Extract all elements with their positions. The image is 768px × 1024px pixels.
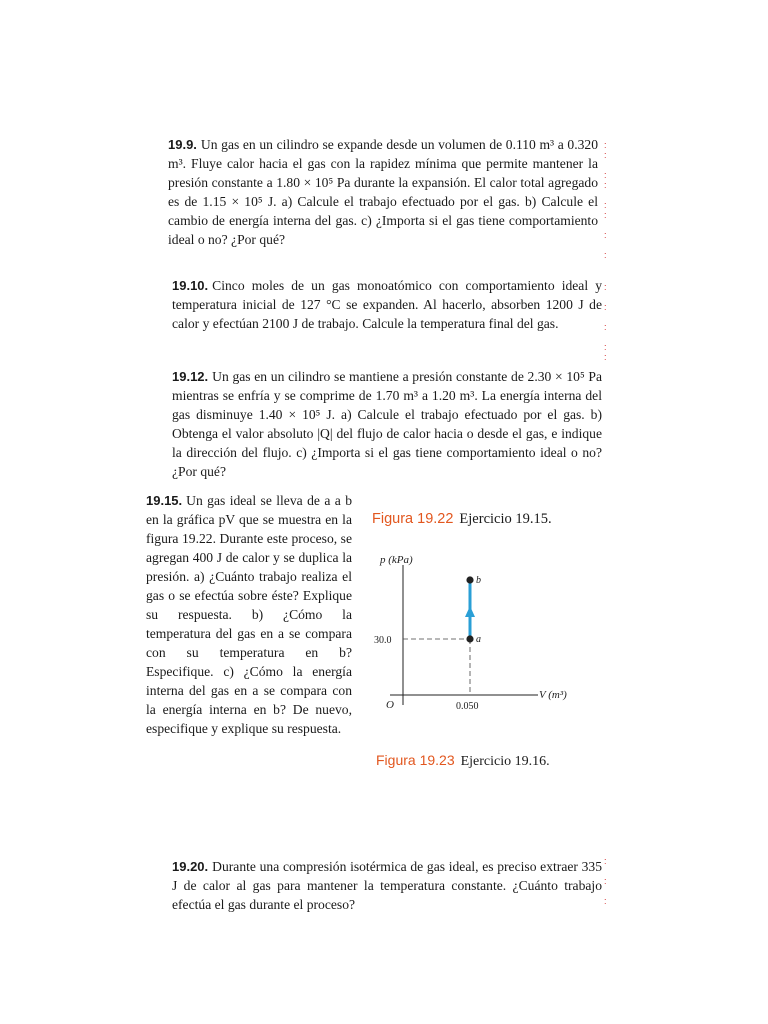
edge-mark: : : : (604, 856, 607, 906)
y-axis-label: p (kPa) (380, 554, 413, 566)
problem-number: 19.15. (146, 493, 183, 508)
problem-19-12 (172, 367, 602, 481)
problem-number: 19.10. (172, 278, 209, 293)
problem-19-9 (168, 135, 598, 249)
problem-text: Un gas en un cilindro se mantiene a presión constante de 2.30 × 10⁵ Pa mientras se enfría y se comprime de 1.70 m³ a 1.20 m³. La energía interna del gas disminuye 1.40 × 10⁵ J. a) Calcule el trabajo efectuado por el gas. b) Obtenga el valor absoluto |Q| del flujo de calor hacia o desde el gas, e indique la dirección del flujo. c) ¿Importa si el gas tiene comportamiento ideal o no? ¿Por qué? (172, 369, 602, 479)
figure-caption-text: Ejercicio 19.15. (459, 511, 552, 527)
problem-19-10 (172, 276, 602, 333)
figure-label: Figura 19.22 (372, 511, 454, 527)
problem-number: 19.9. (168, 137, 197, 152)
problem-number: 19.20. (172, 859, 209, 874)
process-arrow (465, 606, 475, 617)
y-tick-label: 30.0 (374, 635, 392, 646)
origin-label: O (386, 699, 394, 711)
problem-text: Durante una compresión isotérmica de gas ideal, es preciso extraer 335 J de calor al gas para mantener la temperatura constante. ¿Cuánto trabajo efectúa el gas durante el proceso? (172, 859, 602, 912)
problem-text: Un gas en un cilindro se expande desde un volumen de 0.110 m³ a 0.320 m³. Fluye calor hacia el gas con la rapidez mínima que permite mantener la presión constante a 1.80 × 10⁵ Pa durante la expansión. El calor total agregado es de 1.15 × 10⁵ J. a) Calcule el trabajo efectuado por el gas. b) Calcule el cambio de energía interna del gas. c) ¿Importa si el gas tiene comportamiento ideal o no? ¿Por qué? (168, 137, 598, 247)
x-tick-label: 0.050 (456, 701, 479, 712)
point-a-label: a (476, 634, 481, 645)
x-axis-label: V (m³) (539, 689, 567, 701)
next-figure-caption-cut (376, 752, 576, 769)
edge-mark: : : : : : (604, 282, 607, 362)
next-figure-caption-text: Ejercicio 19.16. (460, 754, 550, 769)
problem-19-15 (146, 491, 352, 738)
point-b-label: b (476, 575, 481, 586)
next-figure-label: Figura 19.23 (376, 752, 455, 768)
problem-text: Un gas ideal se lleva de a a b en la gráfica pV que se muestra en la figura 19.22. Durante este proceso, se agregan 400 J de calor y se duplica la presión. a) ¿Cuánto trabajo realiza el gas o se efectúa sobre éste? Explique su respuesta. b) ¿Cómo la temperatura del gas en a se compara con su temperatura en b? Especifique. c) ¿Cómo la energía interna del gas en a se compara con la energía interna en b? De nuevo, especifique y explique su respuesta. (146, 493, 352, 736)
point-a (466, 635, 473, 642)
problem-19-20 (172, 857, 602, 914)
figure-caption (372, 511, 552, 528)
problem-text: Cinco moles de un gas monoatómico con comportamiento ideal y temperatura inicial de 127 °C se expanden. Al hacerlo, absorben 1200 J de calor y efectúan 2100 J de trabajo. Calcule la temperatura final del gas. (172, 278, 602, 331)
pv-diagram (360, 545, 600, 720)
point-b (466, 576, 473, 583)
problem-number: 19.12. (172, 369, 209, 384)
edge-mark: : : : : : : : : (604, 140, 607, 260)
